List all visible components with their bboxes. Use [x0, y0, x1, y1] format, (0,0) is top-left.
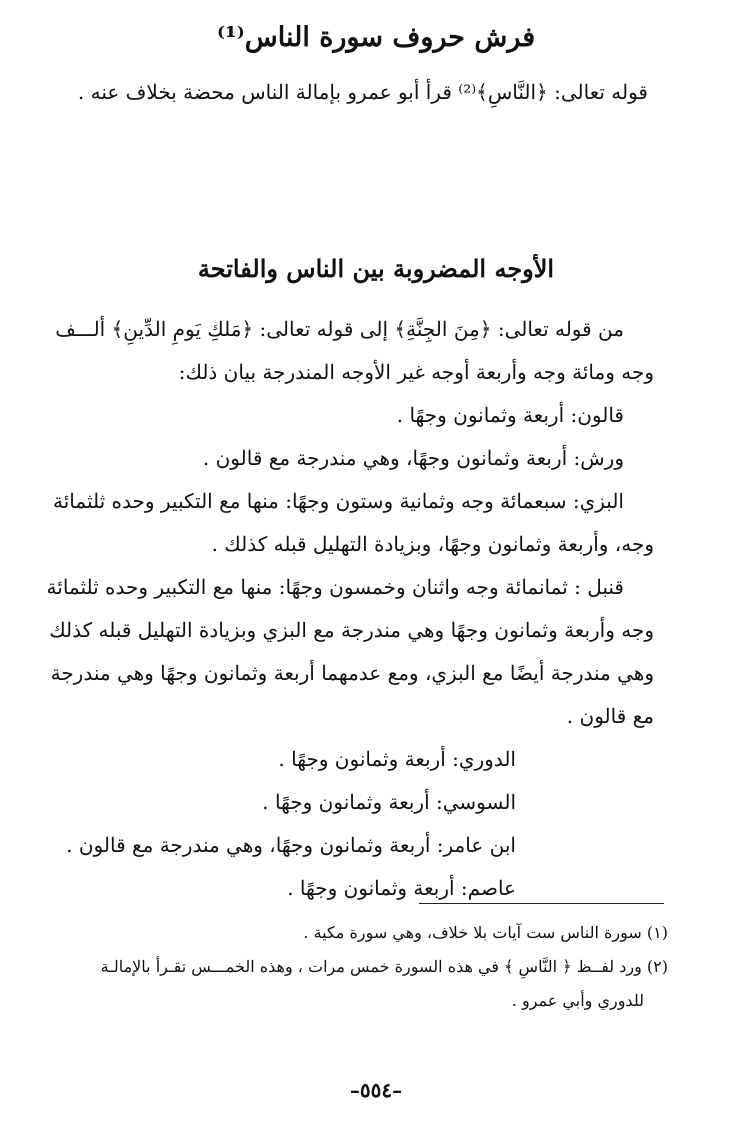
body-line: السوسي: أربعة وثمانون وجهًا .	[262, 790, 516, 814]
body-line: وهي مندرجة أيضًا مع البزي، ومع عدمهما أربعة وثمانون وجهًا وهي مندرجة	[50, 661, 654, 685]
page-number: –٥٥٤–	[349, 1078, 403, 1102]
section-title: الأوجه المضروبة بين الناس والفاتحة	[197, 254, 555, 283]
body-line: عاصم: أربعة وثمانون وجهًا .	[287, 876, 516, 900]
body-line: وجه، وأربعة وثمانون وجهًا، وبزيادة التهليل قبله كذلك .	[211, 532, 654, 556]
body-line: قالون: أربعة وثمانون وجهًا .	[396, 403, 624, 427]
body-line: وجه وأربعة وثمانون وجهًا وهي مندرجة مع البزي وبزيادة التهليل قبله كذلك	[49, 618, 654, 642]
body-line: ابن عامر: أربعة وثمانون وجهًا، وهي مندرجة مع قالون .	[66, 833, 516, 857]
body-line: قنبل : ثمانمائة وجه واثنان وخمسون وجهًا: منها مع التكبير وحده ثلثمائة	[46, 575, 624, 599]
footnote-2-continued: للدوري وأبي عمرو .	[511, 991, 644, 1010]
surah-title: فرش حروف سورة الناس⁽¹⁾	[216, 22, 536, 53]
footnote-1: (١) سورة الناس ست آيات بلا خلاف، وهي سورة مكية .	[303, 923, 668, 942]
body-line: من قوله تعالى: ﴿مِنَ الجِنَّةِ﴾ إلى قوله تعالى: ﴿مَلكِ يَومِ الدِّينِ﴾ ألـــف	[55, 317, 624, 341]
body-line: مع قالون .	[566, 704, 654, 728]
body-line: الدوري: أربعة وثمانون وجهًا .	[278, 747, 516, 771]
footnote-divider	[419, 903, 664, 904]
body-line: وجه ومائة وجه وأربعة أوجه غير الأوجه المندرجة بيان ذلك:	[178, 360, 654, 384]
body-line: ورش: أربعة وثمانون وجهًا، وهي مندرجة مع قالون .	[202, 446, 624, 470]
footnotes	[68, 916, 668, 1018]
body-line: البزي: سبعمائة وجه وثمانية وستون وجهًا: منها مع التكبير وحده ثلثمائة	[53, 489, 624, 513]
section-body	[46, 308, 654, 910]
intro-paragraph: قوله تعالى: ﴿النَّاسِ﴾⁽²⁾ قرأ أبو عمرو بإمالة الناس محضة بخلاف عنه .	[77, 80, 648, 104]
footnote-2: (٢) ورد لفــظ ﴿ النَّاسِ ﴾ في هذه السورة خمس مرات ، وهذه الخمـــس تقـرأ بالإمالـة	[100, 957, 668, 976]
